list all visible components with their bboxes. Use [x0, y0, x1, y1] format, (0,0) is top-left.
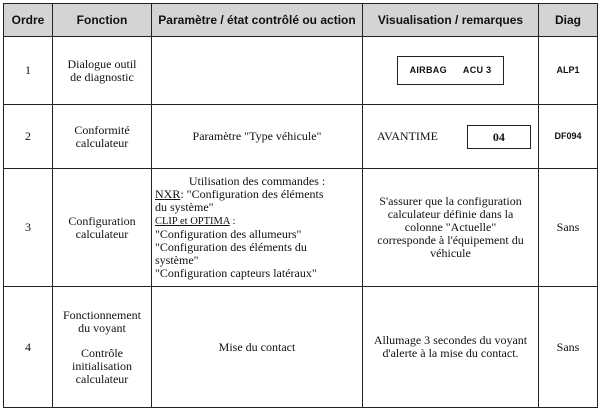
nxr-line-2: du système" [155, 200, 214, 214]
fonction-line: Conformité [74, 122, 130, 137]
clip-label: CLIP et OPTIMA [155, 216, 230, 227]
ordre-cell: 4 [4, 287, 53, 408]
table-row [4, 105, 598, 169]
fonction-line: initialisation [72, 358, 132, 373]
header-row [4, 4, 598, 37]
diagnostic-table [3, 3, 598, 408]
fonction-cell [53, 37, 152, 105]
fonction-cell [53, 287, 152, 408]
ordre-cell: 2 [4, 105, 53, 169]
command-item: "Configuration capteurs latéraux" [155, 266, 317, 280]
nxr-label: NXR [155, 187, 181, 201]
fonction-line: calculateur [75, 226, 129, 241]
command-item: système" [155, 253, 199, 267]
clip-suffix: : [229, 216, 236, 227]
table-row [4, 169, 598, 287]
command-item: "Configuration des allumeurs" [155, 227, 302, 241]
nxr-text: : "Configuration des éléments [180, 187, 324, 201]
parametre-cell [152, 169, 363, 287]
fonction-line: du voyant [78, 320, 126, 335]
diag-cell: ALP1 [539, 37, 598, 105]
vehicle-type-value-box: 04 [467, 125, 531, 149]
screen-text-airbag: AIRBAG [409, 65, 447, 75]
remark-line: colonne "Actuelle" [404, 220, 497, 234]
remark-line: S'assurer que la configuration [379, 194, 522, 208]
screen-text-acu: ACU 3 [462, 65, 492, 75]
fonction-line: Configuration [68, 213, 136, 228]
remark-line: Allumage 3 secondes du voyant [373, 333, 528, 347]
header-parametre: Paramètre / état contrôlé ou action [152, 4, 363, 37]
diag-cell: Sans [539, 287, 598, 408]
parametre-cell: Paramètre "Type véhicule" [152, 105, 363, 169]
fonction-cell [53, 105, 152, 169]
fonction-line: calculateur [75, 371, 129, 386]
remark-line: calculateur définie dans la [387, 207, 514, 221]
table-row [4, 287, 598, 408]
visualisation-cell [363, 169, 539, 287]
tool-screen-box [397, 56, 505, 85]
header-ordre: Ordre [4, 4, 53, 37]
ordre-cell: 1 [4, 37, 53, 105]
parametre-cell [152, 37, 363, 105]
diag-cell: Sans [539, 169, 598, 287]
clip-line [155, 214, 359, 228]
header-visualisation: Visualisation / remarques [363, 4, 539, 37]
header-diag: Diag [539, 4, 598, 37]
fonction-line: Dialogue outil [67, 56, 137, 71]
visualisation-cell [363, 287, 539, 408]
commands-intro: Utilisation des commandes : [188, 174, 326, 188]
parametre-cell: Mise du contact [152, 287, 363, 408]
diag-cell: DF094 [539, 105, 598, 169]
visualisation-cell [363, 105, 539, 169]
remark-line: d'alerte à la mise du contact. [382, 346, 519, 360]
vehicle-type-label: AVANTIME [377, 128, 438, 143]
remark-line: corresponde à l'équipement du [377, 233, 524, 247]
fonction-line: de diagnostic [70, 69, 134, 84]
table-row [4, 37, 598, 105]
fonction-cell [53, 169, 152, 287]
fonction-line: Fonctionnement [63, 307, 141, 322]
remark-line: véhicule [430, 246, 471, 260]
command-item: "Configuration des éléments du [155, 240, 307, 254]
ordre-cell: 3 [4, 169, 53, 287]
spacer [56, 335, 148, 347]
fonction-line: Contrôle [81, 345, 123, 360]
fonction-line: calculateur [75, 135, 129, 150]
header-fonction: Fonction [53, 4, 152, 37]
visualisation-cell [363, 37, 539, 105]
